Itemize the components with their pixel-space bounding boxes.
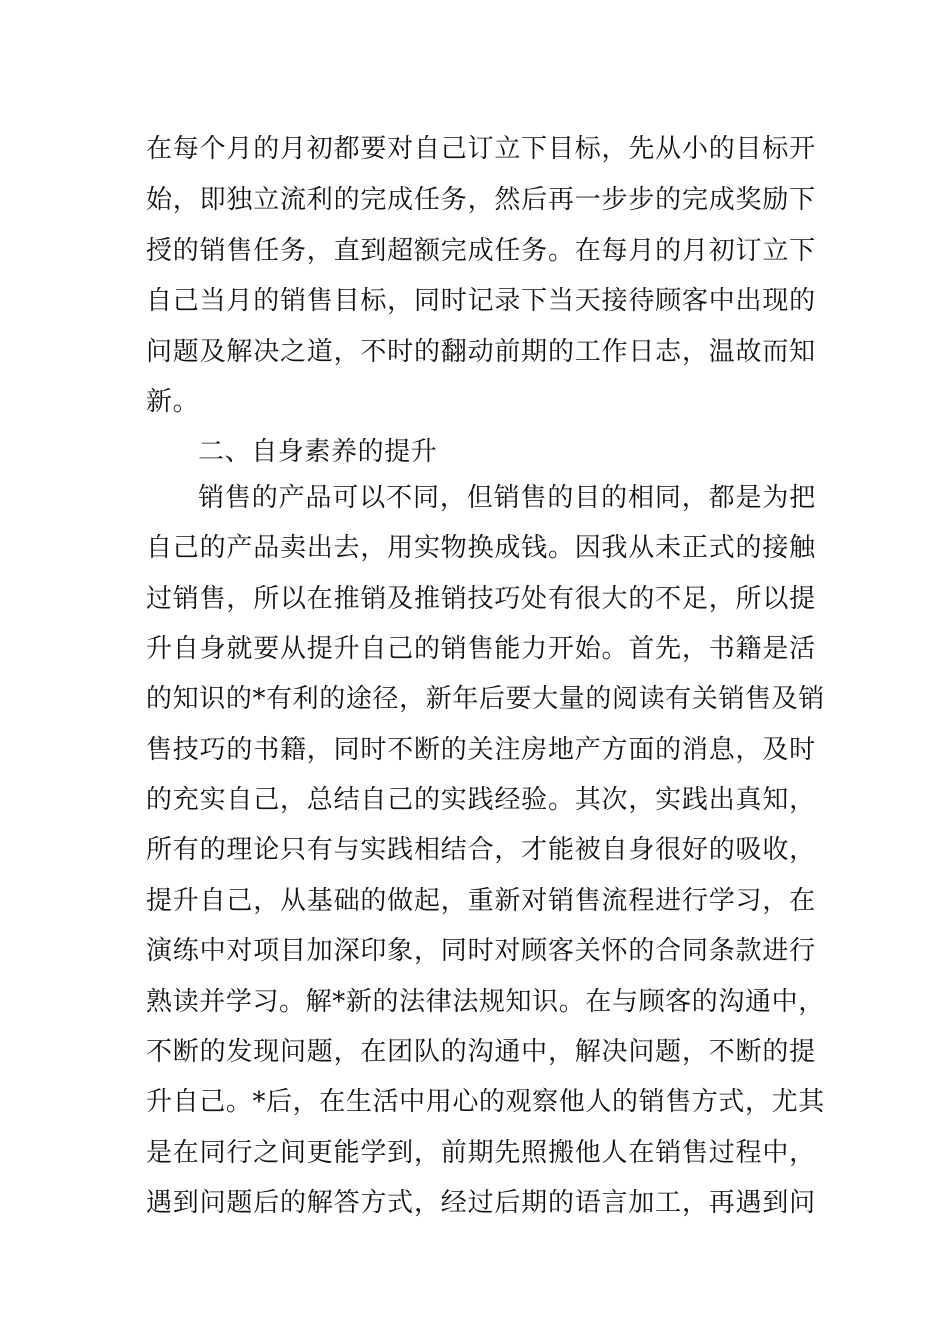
text-line: 问 题 及 解 决 之 道 ， 不 时 的 翻 动 前 期 的 工 作 日 志 ， 温 故 而 知 — [146, 337, 816, 367]
text-line: 始 ， 即 独 立 流 利 的 完 成 任 务 ， 然 后 再 一 步 步 的 完 成 奖 励 下 — [146, 185, 816, 215]
text-line: 升 自 己 。 * 后 ， 在 生 活 中 用 心 的 观 察 他 人 的 销 售 方 式 ， 尤 其 — [146, 1087, 825, 1117]
text-line: 的 知 识 的 * 有 利 的 途 径 ， 新 年 后 要 大 量 的 阅 读 有 关 销 售 及 销 — [146, 684, 825, 714]
text-line: 新。 — [146, 387, 200, 417]
text-line: 不 断 的 发 现 问 题 ， 在 团 队 的 沟 通 中 ， 解 决 问 题 ， 不 断 的 提 — [146, 1037, 816, 1067]
text-line: 是 在 同 行 之 间 更 能 学 到 ， 前 期 先 照 搬 他 人 在 销 售 过 程 中 ， — [146, 1138, 816, 1168]
text-line: 升 自 身 就 要 从 提 升 自 己 的 销 售 能 力 开 始 。 首 先 ， 书 籍 是 活 — [146, 634, 816, 664]
text-line: 过 销 售 ， 所 以 在 推 销 及 推 销 技 巧 处 有 很 大 的 不 足 ， 所 以 提 — [146, 584, 816, 614]
text-line: 授 的 销 售 任 务 ， 直 到 超 额 完 成 任 务 。 在 每 月 的 月 初 订 立 下 — [146, 236, 816, 266]
text-line: 所 有 的 理 论 只 有 与 实 践 相 结 合 ， 才 能 被 自 身 很 好 的 吸 收 ， — [146, 835, 816, 865]
text-line: 演 练 中 对 项 目 加 深 印 象 ， 同 时 对 顾 客 关 怀 的 合 同 条 款 进 行 — [146, 936, 816, 966]
text-line: 售 技 巧 的 书 籍 ， 同 时 不 断 的 关 注 房 地 产 方 面 的 消 息 ， 及 时 — [146, 735, 816, 765]
text-line: 的 充 实 自 己 ， 总 结 自 己 的 实 践 经 验 。 其 次 ， 实 践 出 真 知 ， — [146, 785, 816, 815]
paragraph-first-line: 销 售 的 产 品 可 以 不 同 ， 但 销 售 的 目 的 相 同 ， 都 是 为 把 — [198, 483, 816, 513]
text-line: 在 每 个 月 的 月 初 都 要 对 自 己 订 立 下 目 标 ， 先 从 小 的 目 标 开 — [146, 134, 816, 164]
text-line: 遇 到 问 题 后 的 解 答 方 式 ， 经 过 后 期 的 语 言 加 工 ， 再 遇 到 问 — [146, 1188, 816, 1218]
text-line: 自 己 当 月 的 销 售 目 标 ， 同 时 记 录 下 当 天 接 待 顾 客 中 出 现 的 — [146, 286, 816, 316]
text-line: 熟 读 并 学 习 。 解 * 新 的 法 律 法 规 知 识 。 在 与 顾 客 的 沟 通 中 ， — [146, 987, 825, 1017]
text-line: 提 升 自 己 ， 从 基 础 的 做 起 ， 重 新 对 销 售 流 程 进 行 学 习 ， 在 — [146, 886, 816, 916]
text-line: 自 己 的 产 品 卖 出 去 ， 用 实 物 换 成 钱 。 因 我 从 未 正 式 的 接 触 — [146, 533, 816, 563]
section-heading: 二、自身素养的提升 — [198, 437, 438, 467]
